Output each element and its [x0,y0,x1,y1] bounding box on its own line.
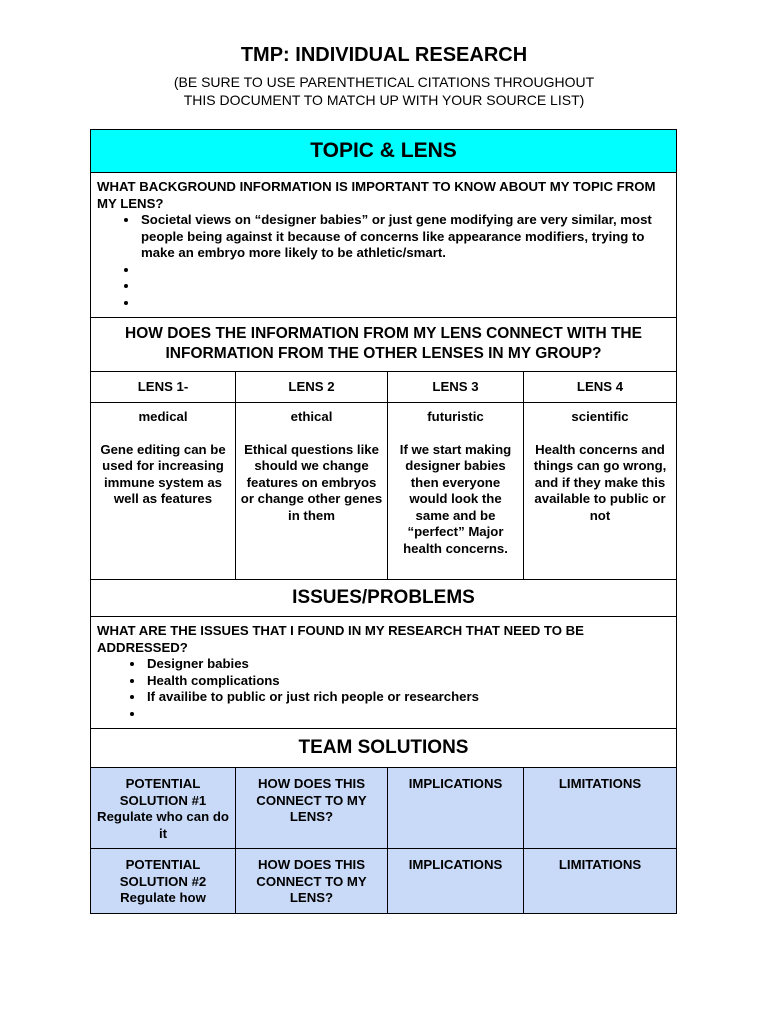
lens-4-header: LENS 4 [524,372,677,403]
background-bullet-list [97,212,670,311]
subtitle-line-2: THIS DOCUMENT TO MATCH UP WITH YOUR SOURCE LIST) [183,92,585,108]
solution-1-cell[interactable]: POTENTIAL SOLUTION #1 Regulate who can do it [91,768,236,849]
lens-3-name: futuristic [427,409,484,424]
issues-bullet: • If availibe to public or just rich people or researchers [145,689,670,706]
lens-1-cell[interactable] [91,403,236,580]
background-question: WHAT BACKGROUND INFORMATION IS IMPORTANT TO KNOW ABOUT MY TOPIC FROM MY LENS? [97,179,656,211]
solution-2-connect-cell[interactable]: HOW DOES THIS CONNECT TO MY LENS? [236,849,388,914]
document-subtitle [0,73,768,109]
issues-heading: ISSUES/PROBLEMS [91,580,677,617]
lens-1-name: medical [138,409,188,424]
background-bullet [139,262,670,279]
issues-bullet: • Designer babies [145,656,670,673]
background-bullet [139,278,670,295]
issues-bullet: • Health complications [145,673,670,690]
solution-1-implications-cell[interactable]: IMPLICATIONS [388,768,524,849]
issues-question: WHAT ARE THE ISSUES THAT I FOUND IN MY RESEARCH THAT NEED TO BE ADDRESSED? [97,623,584,655]
background-info-cell[interactable] [91,173,677,318]
page-header [0,44,768,109]
subtitle-line-1: (BE SURE TO USE PARENTHETICAL CITATIONS THROUGHOUT [173,74,595,90]
issues-cell[interactable] [91,617,677,729]
solution-2-cell[interactable]: POTENTIAL SOLUTION #2 Regulate how [91,849,236,914]
lens-4-cell[interactable] [524,403,677,580]
lens-3-text: If we start making designer babies then everyone would look the same and be “perfect” Major health concerns. [399,441,512,556]
solution-1-connect-cell[interactable]: HOW DOES THIS CONNECT TO MY LENS? [236,768,388,849]
solution-1-limitations-cell[interactable]: LIMITATIONS [524,768,677,849]
solution-2-implications-cell[interactable]: IMPLICATIONS [388,849,524,914]
lens-1-header: LENS 1- [91,372,236,403]
lens-1-text: Gene editing can be used for increasing immune system as well as features [100,441,226,506]
lens-2-cell[interactable] [236,403,388,580]
research-table [90,129,677,914]
background-bullet: • Societal views on “designer babies” or just gene modifying are very similar, most people being against it because of concerns like appearance modifiers, trying to make an embryo more likely to be athletic/smart. [139,212,670,262]
issues-bullet [145,706,670,723]
solution-2-limitations-cell[interactable]: LIMITATIONS [524,849,677,914]
lens-2-name: ethical [290,409,333,424]
lens-2-text: Ethical questions like should we change features on embryos or change other genes in them [240,441,383,523]
lens-4-text: Health concerns and things can go wrong, and if they make this available to public or not [533,441,667,523]
background-bullet [139,295,670,312]
lens-4-name: scientific [571,409,629,424]
issues-bullet-list [97,656,670,722]
lens-connect-question: HOW DOES THE INFORMATION FROM MY LENS CONNECT WITH THE INFORMATION FROM THE OTHER LENSES IN MY GROUP? [91,318,677,372]
lens-2-header: LENS 2 [236,372,388,403]
document-title: TMP: INDIVIDUAL RESEARCH [240,44,528,66]
topic-lens-heading: TOPIC & LENS [91,130,677,173]
team-solutions-heading: TEAM SOLUTIONS [91,729,677,768]
lens-3-cell[interactable] [388,403,524,580]
lens-3-header: LENS 3 [388,372,524,403]
